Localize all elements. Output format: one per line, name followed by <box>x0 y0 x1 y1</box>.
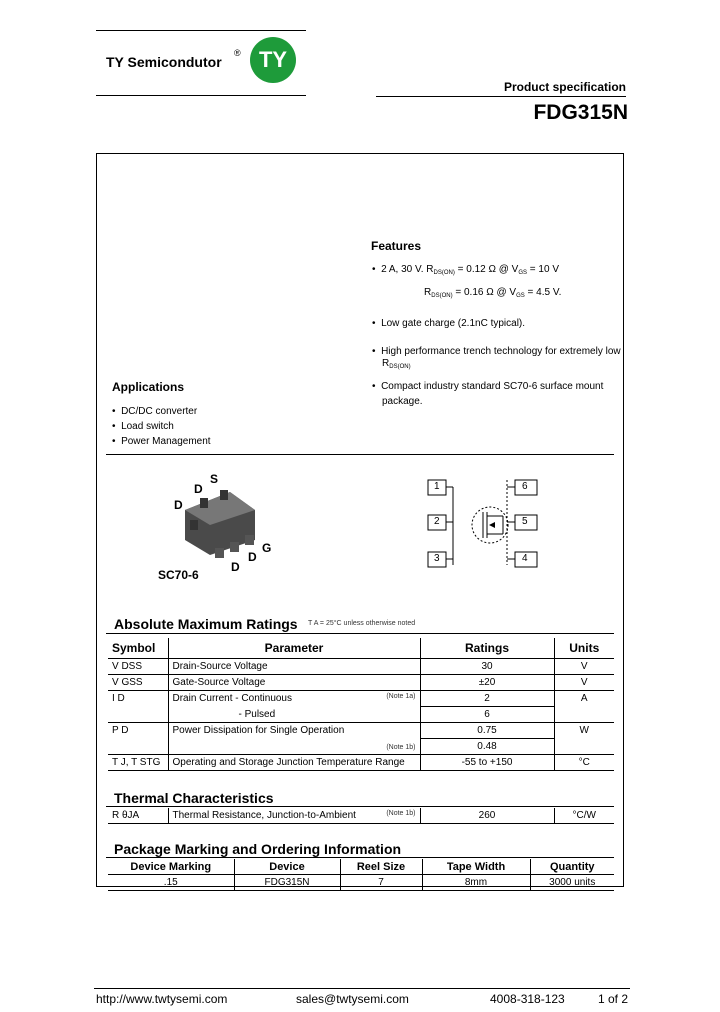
cell-symbol: R θJA <box>112 810 140 821</box>
pin-label: D <box>174 498 183 512</box>
cell-rating: 260 <box>420 808 554 824</box>
cell-param: Power Dissipation for Single Operation <box>168 723 420 739</box>
company-name: TY Semicondutor <box>106 54 222 70</box>
cell-unit: W <box>554 723 614 739</box>
abs-max-table <box>108 638 614 771</box>
table-row <box>108 808 614 824</box>
cell-rating: 0.48 <box>420 739 554 755</box>
ty-logo <box>250 37 296 83</box>
cell-rating: 2 <box>420 691 554 707</box>
pin-label: D <box>248 550 257 564</box>
cell-param: - Pulsed <box>168 707 420 723</box>
pin-label: G <box>262 541 272 555</box>
lead <box>230 542 239 552</box>
cell-symbol: V GSS <box>112 677 143 688</box>
cell-param: Gate-Source Voltage <box>168 675 420 691</box>
cell-rating: 6 <box>420 707 554 723</box>
cell: 7 <box>340 875 422 891</box>
table-row <box>108 723 614 739</box>
cell-unit <box>554 707 614 723</box>
cell: 8mm <box>422 875 530 891</box>
cell-symbol: I D <box>112 693 125 705</box>
pin-label: D <box>194 482 203 496</box>
table-header-row <box>108 638 614 659</box>
abs-max-note: T A = 25°C unless otherwise noted <box>308 620 416 627</box>
table-row <box>108 875 614 891</box>
table-row <box>108 707 614 723</box>
col-header: Quantity <box>530 859 614 875</box>
table-row <box>108 739 614 755</box>
cell-rating: ±20 <box>420 675 554 691</box>
footer-rule <box>94 988 630 989</box>
lead <box>200 498 208 508</box>
footer-url[interactable]: http://www.twtysemi.com <box>96 992 228 1006</box>
thermal-table <box>108 808 614 824</box>
lead <box>245 535 254 545</box>
logo-text: TY <box>258 47 288 72</box>
thermal-rule <box>106 806 614 807</box>
package-label: SC70-6 <box>158 568 199 582</box>
pin-number: 4 <box>522 553 528 564</box>
feature-item-cont: package. <box>382 396 423 407</box>
col-header: Ratings <box>420 638 554 659</box>
registered-mark: ® <box>234 48 241 58</box>
feature-item: • High performance trench technology for extremely low <box>372 346 621 357</box>
page-number: 1 of 2 <box>598 992 629 1006</box>
table-row <box>108 675 614 691</box>
header-top-rule <box>96 30 306 31</box>
feature-item: • Compact industry standard SC70-6 surface mount <box>372 381 604 392</box>
abs-max-rule <box>106 633 614 634</box>
cell-rating: -55 to +150 <box>420 755 554 771</box>
col-header: Units <box>554 638 614 659</box>
cell-symbol <box>108 739 168 755</box>
col-header: Reel Size <box>340 859 422 875</box>
application-item: • Power Management <box>112 436 211 447</box>
header-left-rule <box>96 95 306 96</box>
col-header: Parameter <box>168 638 420 659</box>
cell: 3000 units <box>530 875 614 891</box>
cell-unit <box>554 739 614 755</box>
cell-unit: A <box>554 691 614 707</box>
table-row <box>108 659 614 675</box>
cell: FDG315N <box>234 875 340 891</box>
mosfet-arrow <box>489 522 495 528</box>
application-item: • DC/DC converter <box>112 406 198 417</box>
features-list <box>372 264 622 408</box>
features-title: Features <box>371 239 422 253</box>
table-row <box>108 691 614 707</box>
col-header: Symbol <box>112 641 156 655</box>
part-number: FDG315N <box>533 101 628 124</box>
feature-item: • Low gate charge (2.1nC typical). <box>372 318 526 329</box>
pin-number: 2 <box>434 516 440 527</box>
footer-phone: 4008-318-123 <box>490 992 565 1006</box>
cell-symbol: T J, T STG <box>112 757 161 768</box>
ordering-rule <box>106 857 614 858</box>
feature-item-cont: $R_{DS(ON)}$ <box>382 358 411 370</box>
cell: .15 <box>163 877 178 888</box>
col-header: Device <box>234 859 340 875</box>
ordering-table <box>108 859 614 891</box>
cell-unit: °C/W <box>554 808 614 824</box>
table-header-row <box>108 859 614 875</box>
pin-label: S <box>210 472 219 486</box>
pin-number: 3 <box>434 553 440 564</box>
doc-type: Product specification <box>503 80 626 94</box>
pin-number: 6 <box>522 481 528 492</box>
cell-param: Drain-Source Voltage <box>168 659 420 675</box>
table-row <box>108 755 614 771</box>
cell-symbol: P D <box>112 725 129 737</box>
cell-param: Thermal Resistance, Junction-to-Ambient (Note 1b) <box>168 808 420 824</box>
cell-param: (Note 1b) <box>168 739 420 755</box>
header-right-rule <box>376 96 626 97</box>
lead <box>190 520 198 530</box>
cell-rating: 30 <box>420 659 554 675</box>
cell-param: Drain Current - Continuous (Note 1a) <box>168 691 420 707</box>
col-header: Tape Width <box>422 859 530 875</box>
lead <box>220 490 228 500</box>
cell-symbol <box>108 707 168 723</box>
abs-max-title: Absolute Maximum Ratings <box>114 616 298 632</box>
cell-unit: V <box>554 659 614 675</box>
feature-item: $R_{DS(ON)} = 0.16$ Ω @ $V_{GS} = 4.5$ V. <box>424 287 562 299</box>
ordering-title: Package Marking and Ordering Information <box>114 841 402 857</box>
cell-rating: 0.75 <box>420 723 554 739</box>
footer-email[interactable]: sales@twtysemi.com <box>296 992 409 1006</box>
cell-param: Operating and Storage Junction Temperature Range <box>168 755 420 771</box>
applications-list <box>112 404 211 449</box>
thermal-title: Thermal Characteristics <box>114 790 274 806</box>
col-header: Device Marking <box>130 860 212 873</box>
pin-number: 5 <box>522 516 528 527</box>
cell-unit: °C <box>554 755 614 771</box>
applications-title: Applications <box>112 380 185 394</box>
pin-number: 1 <box>434 481 440 492</box>
cell-symbol: V DSS <box>112 661 143 672</box>
pin-label: D <box>231 560 240 574</box>
section-divider <box>106 454 614 455</box>
lead <box>215 548 224 558</box>
feature-item: • 2 A, 30 V. $R_{DS(ON)} = 0.12$ Ω @ $V_{GS} = 10$ V <box>372 264 559 276</box>
application-item: • Load switch <box>112 421 174 432</box>
cell-unit: V <box>554 675 614 691</box>
